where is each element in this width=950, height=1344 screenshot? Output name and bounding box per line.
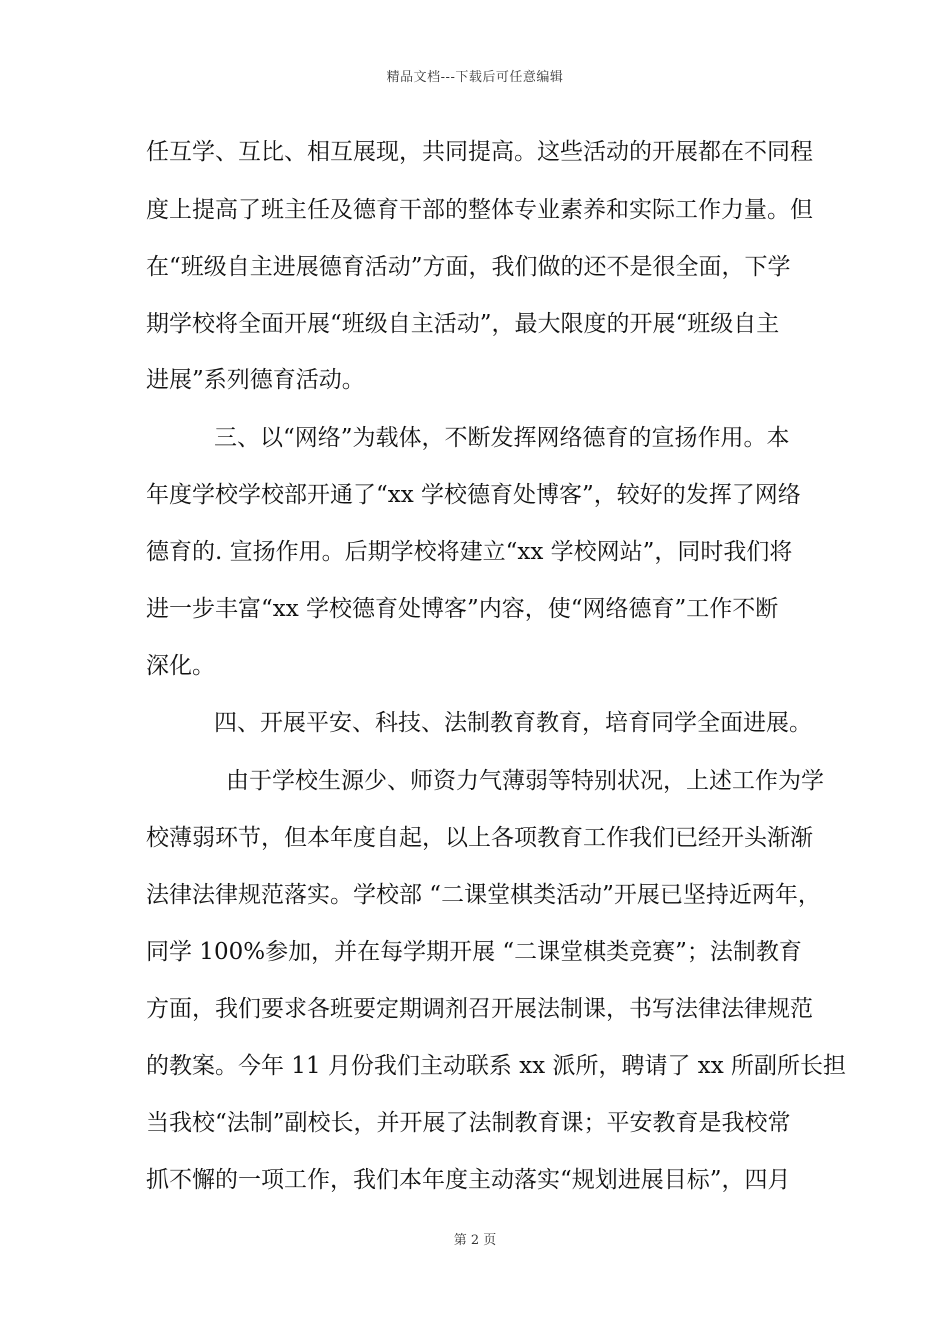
body-line: 法律法律规范落实。学校部 “二课堂棋类活动”开展已坚持近两年， (146, 882, 821, 908)
body-line: 方面，我们要求各班要定期调剂召开展法制课，书写法律法律规范 (146, 996, 813, 1022)
body-line: 同学 100%参加，并在每学期开展 “二课堂棋类竞赛”；法制教育 (146, 939, 802, 965)
page-header: 精品文档---下载后可任意编辑 (386, 70, 564, 85)
body-line: 深化。 (146, 653, 215, 679)
body-line: 德育的. 宣扬作用。后期学校将建立“xx 学校网站”，同时我们将 (146, 539, 793, 565)
body-line: 当我校“法制”副校长，并开展了法制教育课；平安教育是我校常 (146, 1110, 791, 1136)
body-line: 在“班级自主进展德育活动”方面，我们做的还不是很全面，下学 (146, 254, 791, 280)
body-line: 期学校将全面开展“班级自主活动”，最大限度的开展“班级自主 (146, 311, 780, 337)
body-line: 的教案。今年 11 月份我们主动联系 xx 派所，聘请了 xx 所副所长担 (146, 1053, 847, 1079)
body-line: 进一步丰富“xx 学校德育处博客”内容，使“网络德育”工作不断 (146, 596, 779, 622)
page-number: 第 2 页 (453, 1233, 497, 1248)
body-line: 校薄弱环节，但本年度自起，以上各项教育工作我们已经开头渐渐 (146, 825, 813, 851)
body-line: 抓不懈的一项工作，我们本年度主动落实“规划进展目标”，四月 (146, 1167, 791, 1193)
body-line: 进展”系列德育活动。 (146, 367, 365, 393)
body-line: 由于学校生源少、师资力气薄弱等特别状况，上述工作为学 (226, 768, 824, 794)
body-line: 任互学、互比、相互展现，共同提高。这些活动的开展都在不同程 (146, 139, 813, 165)
section-heading: 四、开展平安、科技、法制教育教育，培育同学全面进展。 (214, 710, 812, 736)
body-line: 年度学校学校部开通了“xx 学校德育处博客”，较好的发挥了网络 (146, 482, 801, 508)
section-heading: 三、以“网络”为载体，不断发挥网络德育的宣扬作用。本 (214, 425, 790, 451)
body-line: 度上提高了班主任及德育干部的整体专业素养和实际工作力量。但 (146, 197, 813, 223)
